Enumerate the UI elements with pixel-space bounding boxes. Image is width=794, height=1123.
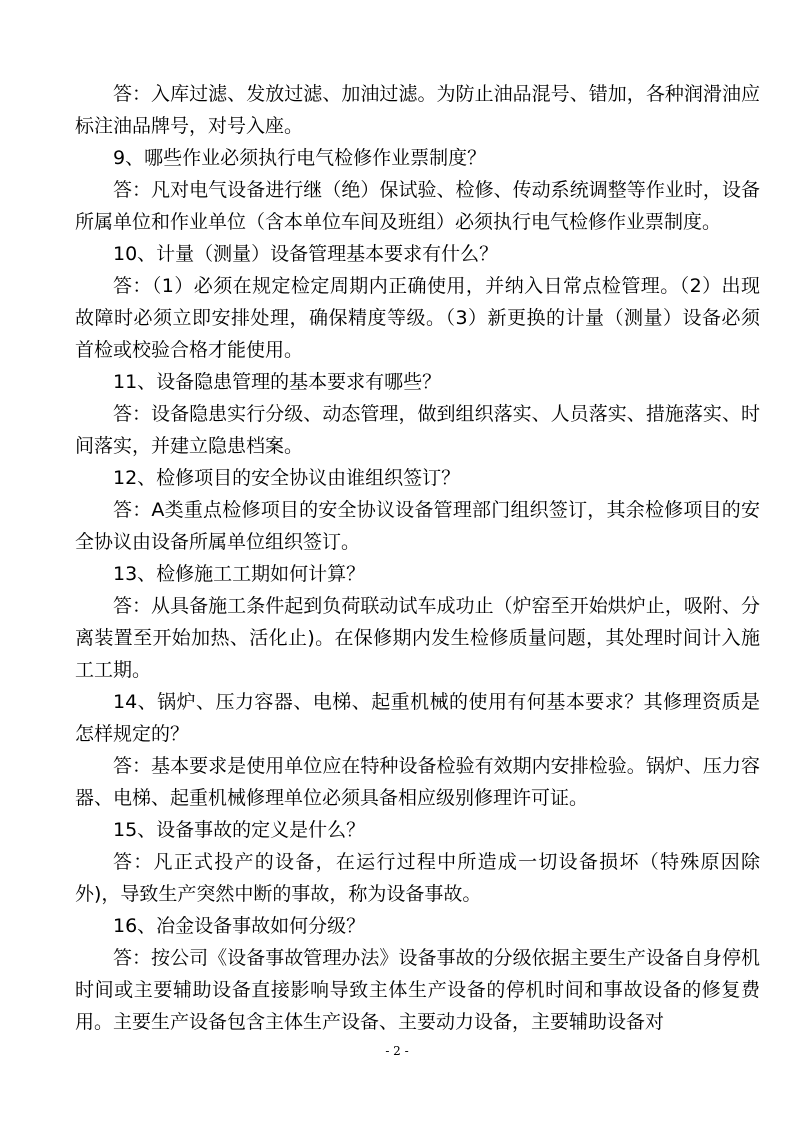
page-number: - 2 - [385,1044,409,1058]
question-15: 15、设备事故的定义是什么？ [113,819,366,841]
question-11: 11、设备隐患管理的基本要求有哪些？ [113,371,442,393]
answer-11: 答：设备隐患实行分级、动态管理，做到组织落实、人员落实、措施落实、时间落实，并建立隐患档案。 [75,403,760,457]
answer-8: 答：入库过滤、发放过滤、加油过滤。为防止油品混号、错加，各种润滑油应标注油品牌号，对号入座。 [75,83,760,137]
answer-16: 答：按公司《设备事故管理办法》设备事故的分级依据主要生产设备自身停机时间或主要辅助设备直接影响导致主体生产设备的停机时间和事故设备的修复费用。主要生产设备包含主体生产设备、主要动力设备，主要辅助设备对 [75,947,760,1033]
question-16: 16、冶金设备事故如何分级？ [113,915,366,937]
answer-9: 答：凡对电气设备进行继（绝）保试验、检修、传动系统调整等作业时，设备所属单位和作业单位（含本单位车间及班组）必须执行电气检修作业票制度。 [75,179,760,233]
answer-14: 答：基本要求是使用单位应在特种设备检验有效期内安排检验。锅炉、压力容器、电梯、起重机械修理单位必须具备相应级别修理许可证。 [75,755,760,809]
document-body [75,78,760,1038]
question-10: 10、计量（测量）设备管理基本要求有什么？ [113,243,499,265]
question-14: 14、锅炉、压力容器、电梯、起重机械的使用有何基本要求？其修理资质是怎样规定的？ [75,691,760,745]
question-13: 13、检修施工工期如何计算？ [113,563,366,585]
question-9: 9、哪些作业必须执行电气检修作业票制度？ [113,147,487,169]
answer-12: 答：A类重点检修项目的安全协议设备管理部门组织签订，其余检修项目的安全协议由设备所属单位组织签订。 [75,499,760,553]
answer-10: 答：（1）必须在规定检定周期内正确使用，并纳入日常点检管理。（2）出现故障时必须立即安排处理，确保精度等级。（3）新更换的计量（测量）设备必须首检或校验合格才能使用。 [75,275,760,361]
answer-13: 答：从具备施工条件起到负荷联动试车成功止（炉窑至开始烘炉止，吸附、分离装置至开始加热、活化止)。在保修期内发生检修质量问题，其处理时间计入施工工期。 [75,595,760,681]
answer-15: 答：凡正式投产的设备，在运行过程中所造成一切设备损坏（特殊原因除外)，导致生产突然中断的事故，称为设备事故。 [75,851,760,905]
question-12: 12、检修项目的安全协议由谁组织签订？ [113,467,461,489]
